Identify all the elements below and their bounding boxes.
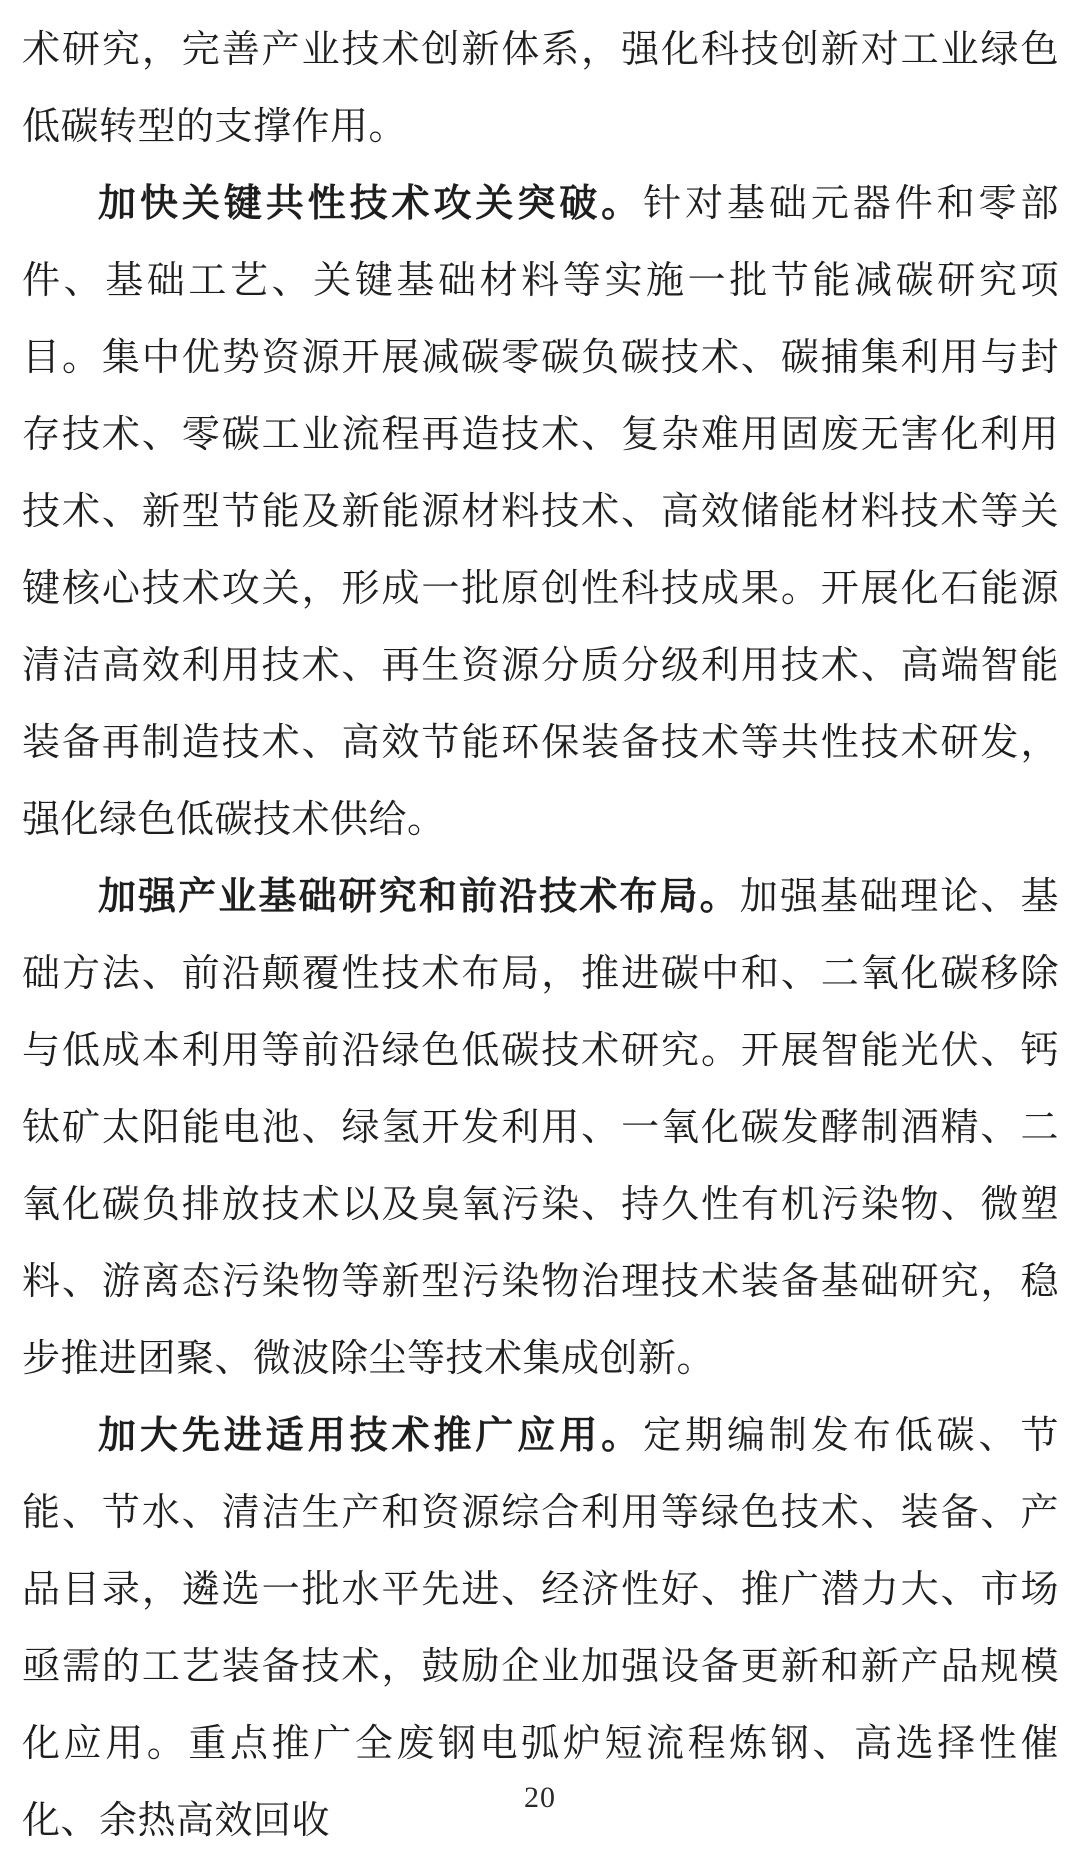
paragraph-lead-bold: 加强产业基础研究和前沿技术布局。 — [98, 876, 740, 918]
paragraph — [22, 12, 1059, 166]
paragraph-text: 定期编制发布低碳、节能、节水、清洁生产和资源综合利用等绿色技术、装备、产品目录，遴选一批水平先进、经济性好、推广潜力大、市场亟需的工艺装备技术，鼓励企业加强设备更新和新产品规模化应用。重点推广全废钢电弧炉短流程炼钢、高选择性催化、余热高效回收 — [22, 1415, 1059, 1842]
paragraph-lead-bold: 加大先进适用技术推广应用。 — [98, 1415, 644, 1457]
paragraph — [22, 166, 1059, 859]
document-body — [22, 12, 1059, 1860]
paragraph — [22, 859, 1059, 1398]
paragraph-text: 术研究，完善产业技术创新体系，强化科技创新对工业绿色低碳转型的支撑作用。 — [22, 29, 1059, 148]
page-number: 20 — [524, 1781, 556, 1814]
paragraph-lead-bold: 加快关键共性技术攻关突破。 — [98, 183, 644, 225]
paragraph-text: 针对基础元器件和零部件、基础工艺、关键基础材料等实施一批节能减碳研究项目。集中优势资源开展减碳零碳负碳技术、碳捕集利用与封存技术、零碳工业流程再造技术、复杂难用固废无害化利用技术、新型节能及新能源材料技术、高效储能材料技术等关键核心技术攻关，形成一批原创性科技成果。开展化石能源清洁高效利用技术、再生资源分质分级利用技术、高端智能装备再制造技术、高效节能环保装备技术等共性技术研发，强化绿色低碳技术供给。 — [22, 183, 1059, 841]
paragraph-text: 加强基础理论、基础方法、前沿颠覆性技术布局，推进碳中和、二氧化碳移除与低成本利用等前沿绿色低碳技术研究。开展智能光伏、钙钛矿太阳能电池、绿氢开发利用、一氧化碳发酵制酒精、二氧化碳负排放技术以及臭氧污染、持久性有机污染物、微塑料、游离态污染物等新型污染物治理技术装备基础研究，稳步推进团聚、微波除尘等技术集成创新。 — [22, 876, 1059, 1380]
